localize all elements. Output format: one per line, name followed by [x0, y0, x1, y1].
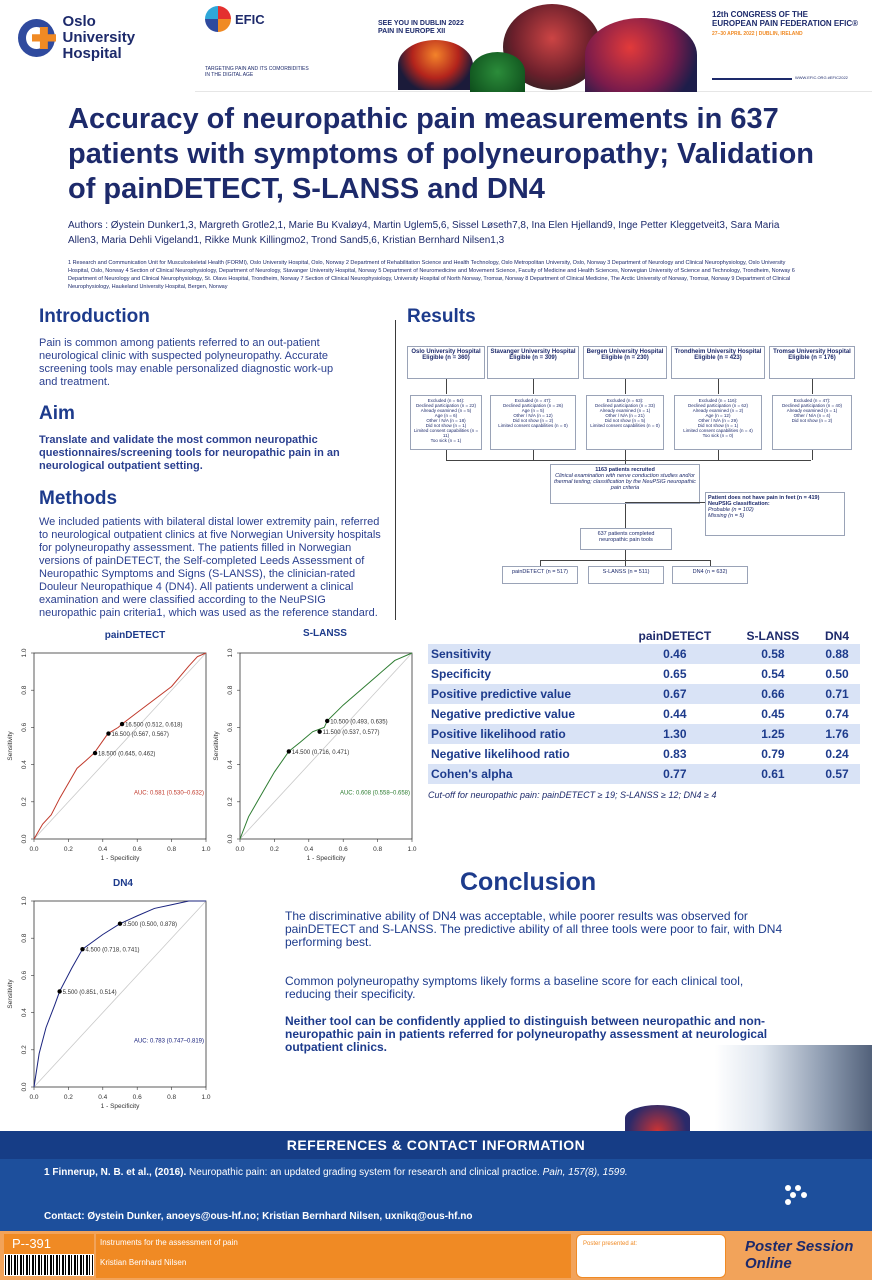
excluded-box-line: Did not show (n = 2) [791, 418, 833, 423]
y-tick-label: 0.8 [21, 685, 28, 695]
table-cell: 1.30 [618, 724, 732, 744]
excluded-box-line: Did not show (n = 1) [425, 423, 467, 428]
cutoff-label: 18.500 (0.645, 0.462) [98, 751, 156, 758]
methods-heading: Methods [39, 488, 118, 509]
authors-list: Authors : Øystein Dunker1,3, Margreth Grotle2,1, Marie Bu Kvaløy4, Martin Uglem5,6, Sissel Løseth7,8, Ina Elen Hjelland9, Inge Petter Kleggetveit3, Sara Maria Allen3, Maria Dehli Vigeland1, Rikke Munk Killingmo2, Trond Sand5,6, Kristian Bernhard Nilsen1,3 [68, 220, 780, 246]
x-tick-label: 0.8 [373, 846, 383, 853]
y-tick-label: 0.6 [227, 722, 234, 732]
excluded-box-line: Did not show (n = 2) [512, 418, 554, 423]
tool-box-slanss [588, 566, 664, 584]
x-tick-label: 0.6 [338, 846, 348, 853]
cutoff-point [120, 722, 124, 726]
excluded-box-line: Excluded (n = 64): [427, 398, 465, 403]
table-cell: 0.54 [761, 667, 785, 681]
y-axis-label: Sensitivity [213, 731, 220, 761]
excluded-box-line: Other / N/A (n = 12) [513, 413, 553, 418]
plot-title-paindetect: painDETECT [104, 630, 166, 641]
hospital-box [487, 346, 579, 379]
y-tick-label: 0.4 [21, 760, 28, 770]
hospital-box [407, 346, 485, 379]
hospital-box [671, 346, 765, 379]
table-cell: 0.61 [732, 764, 814, 784]
y-tick-label: 0.0 [21, 834, 28, 844]
flow-arrow [625, 379, 626, 394]
y-tick-label: 0.2 [21, 797, 28, 807]
y-tick-label: 0.2 [227, 797, 234, 807]
congress-web: WWW.EFIC.ORG #EFIC2022 [795, 75, 848, 80]
aim-heading: Aim [39, 403, 75, 424]
excluded-box-line: Age (n = 12) [705, 413, 731, 418]
excluded-box-line: Declined participation (n = 40) [782, 403, 842, 408]
excluded-box [674, 395, 762, 450]
table-header-paindetect: painDETECT [638, 629, 712, 643]
hospital-box-line: Eligible (n = 176) [788, 355, 836, 361]
accuracy-table [428, 628, 860, 784]
x-tick-label: 0.6 [132, 846, 142, 853]
table-cell: 0.88 [814, 644, 860, 664]
plot-title-dn4: DN4 [112, 878, 133, 889]
x-tick-label: 0.0 [29, 1094, 39, 1101]
y-tick-label: 0.2 [21, 1045, 28, 1055]
table-header-slanss: S-LANSS [746, 629, 800, 643]
efic-label: EFIC [235, 11, 265, 27]
y-tick-label: 1.0 [227, 648, 234, 658]
y-tick-label: 0.4 [21, 1008, 28, 1018]
table-row-label: Cohen's alpha [428, 764, 618, 784]
excluded-box-line: Excluded (n = 116): [698, 398, 738, 403]
table-row-label: Specificity [431, 667, 492, 681]
cutoff-point [57, 989, 61, 993]
auc-label: AUC: 0.581 (0.530–0.632) [133, 790, 204, 797]
excluded-box [410, 395, 482, 450]
hospital-box-line: Stavanger University Hospital [490, 349, 576, 355]
table-row-label: Positive predictive value [428, 684, 618, 704]
excluded-box-line: Did not show (n = 1) [697, 423, 739, 428]
table-row [428, 704, 860, 724]
affiliations: 1 Research and Communication Unit for Musculoskeletal Health (FORMI), Oslo University Hospital, Oslo, Norway 2 Department of Rehabilitation Science and Health Technology, Oslo Metropolitan University, Oslo, Norway 3 Department of Neurology and Clinical Neurophysiology, Oslo University Hospital, Oslo, Norway 4 Section of Clinical Neurophysiology, Department of Neurology, Stavanger University Hospital, Norway 5 Department of Neuromedicine and Movement Science, Faculty of Medicine and Health Sciences, Norwegian University of Science and Technology, Trondheim, Norway 6 Department of Neurology and Clinical Neurophysiology, St. Olavs Hospital, Trondheim, Norway 7 Section of Clinical Neurophysiology, University Hospital of North Norway, Tromsø, Norway 8 Department of Clinical Medicine, The Arctic University of Norway, Tromsø, Norway 9 Department of Clinical Neurophysiology, Haukeland University Hospital, Bergen, Norway [68, 260, 795, 290]
table-cell: 1.76 [814, 724, 860, 744]
y-tick-label: 0.8 [21, 933, 28, 943]
table-row [428, 724, 860, 744]
excluded-box-line: Other / N/A (n = 21) [605, 413, 645, 418]
roc-chart-dn4 [4, 893, 216, 1123]
excluded-box-line: Other / N/A (n = 18) [426, 418, 466, 423]
poster-code: P--391 [4, 1234, 94, 1254]
flow-connector [625, 502, 705, 503]
conclusion-paragraph-3: Neither tool can be confidently applied to distinguish between neuropathic and non-neuropathic pain in patients referred for polyneuropathy assessment at neurological outpatient clinics. [285, 1014, 768, 1054]
excluded-box-line: Age (n = 6) [434, 413, 458, 418]
x-tick-label: 1.0 [407, 846, 417, 853]
flow-arrow [718, 450, 719, 460]
table-row [428, 644, 860, 664]
cutoff-label: 5.500 (0.851, 0.514) [62, 989, 117, 996]
hospital-box-line: Eligible (n = 360) [422, 355, 470, 361]
cutoff-label: 3.500 (0.500, 0.878) [123, 922, 178, 929]
tool-box-paindetect [502, 566, 578, 584]
flow-arrow [533, 450, 534, 460]
congress-tagline: TARGETING PAIN AND ITS COMORBIDITIES IN THE DIGITAL AGE [205, 66, 309, 78]
excluded-box-line: Already examined (n = 1) [786, 408, 838, 413]
completed-box-line: 637 patients completed [597, 531, 655, 537]
reference-diagonal [34, 901, 206, 1087]
poster-session-info [96, 1234, 571, 1278]
excluded-box-line: Declined participation (n = 62) [688, 403, 748, 408]
excluded-box-line: Excluded (n = 47): [793, 398, 831, 403]
reference-diagonal [34, 653, 206, 839]
flow-arrow [625, 504, 626, 528]
poster-session: Instruments for the assessment of pain [100, 1238, 238, 1247]
flow-arrow [533, 379, 534, 394]
footer-orb-cells [625, 1105, 690, 1131]
excluded-box-line: Already examined (n = 1) [599, 408, 651, 413]
recruited-box-line: 1163 patients recruited [595, 467, 655, 473]
cutoff-label: 16.500 (0.567, 0.567) [111, 732, 169, 739]
poster-title: Accuracy of neuropathic pain measurements in 637 patients with symptoms of polyneuropathy; Validation of painDETECT, S-LANSS and DN4 [68, 103, 815, 205]
flow-arrow [446, 450, 447, 460]
completed-box-line: neuropathic pain tools [599, 537, 653, 543]
table-row-label: Negative predictive value [431, 707, 576, 721]
excluded-box-line: Already examined (n = 5) [420, 408, 472, 413]
table-row-label: Sensitivity [428, 644, 618, 664]
recruited-box [550, 464, 700, 504]
completed-box [580, 528, 672, 550]
auc-label: AUC: 0.608 (0.558–0.658) [339, 790, 410, 797]
table-cell: 0.58 [732, 644, 814, 664]
hospital-box-line: Eligible (n = 423) [694, 355, 742, 361]
dots-logo-icon [780, 1180, 810, 1210]
accuracy-table-wrapper [428, 628, 860, 800]
excluded-box-line: Declined participation (n = 33) [595, 403, 655, 408]
poster-author: Kristian Bernhard Nilsen [100, 1258, 187, 1267]
table-cell: 0.46 [618, 644, 732, 664]
congress-line2: EUROPEAN PAIN FEDERATION EFIC® [712, 19, 859, 28]
excluded-box [490, 395, 576, 450]
table-row-label: Negative likelihood ratio [431, 747, 570, 761]
table-header-empty [428, 628, 618, 644]
x-tick-label: 0.8 [167, 846, 177, 853]
cutoff-label: 11.500 (0.537, 0.577) [322, 730, 380, 737]
table-cell: 0.50 [825, 667, 849, 681]
hospital-box [583, 346, 667, 379]
flow-arrow [625, 550, 626, 560]
excluded-box [772, 395, 852, 450]
x-tick-label: 0.4 [98, 846, 108, 853]
cutoff-label: 4.500 (0.718, 0.741) [85, 947, 140, 954]
table-cell: 0.57 [814, 764, 860, 784]
table-cell: 1.25 [732, 724, 814, 744]
hospital-box-line: Oslo University Hospital [411, 349, 481, 355]
x-tick-label: 1.0 [201, 846, 211, 853]
excluded-box-line: Too sick (n = 1) [430, 438, 462, 443]
table-cell: 0.24 [825, 747, 849, 761]
flow-arrow [625, 450, 626, 460]
y-axis-label: Sensitivity [7, 979, 14, 1009]
table-row-label: Positive likelihood ratio [428, 724, 618, 744]
table-cell: 0.44 [663, 707, 687, 721]
excluded-box [586, 395, 664, 450]
reference-1-text: Neuropathic pain: an updated grading system for research and clinical practice. [189, 1167, 540, 1178]
no-pain-box-line: NeuPSIG classification: [708, 501, 770, 507]
x-axis-label: 1 - Specificity [306, 855, 346, 862]
table-cell: 0.45 [761, 707, 785, 721]
x-axis-label: 1 - Specificity [100, 1103, 140, 1110]
cutoff-label: 14.500 (0.716, 0.471) [291, 749, 350, 756]
y-tick-label: 0.4 [227, 760, 234, 770]
hospital-box-line: Eligible (n = 230) [601, 355, 649, 361]
x-tick-label: 0.0 [235, 846, 245, 853]
cutoff-label: 16.500 (0.512, 0.618) [125, 722, 183, 729]
congress-line1: 12th CONGRESS OF THE [712, 10, 809, 19]
presented-at-box [576, 1234, 726, 1278]
hospital-box-line: Bergen University Hospital [586, 349, 664, 355]
hospital-box-line: Trondheim University Hospital [674, 349, 762, 355]
no-pain-box [705, 492, 845, 536]
dublin-line2: PAIN IN EUROPE XII [378, 28, 446, 35]
references-heading: REFERENCES & CONTACT INFORMATION [0, 1131, 872, 1159]
reference-1 [44, 1167, 628, 1178]
excluded-box-line: Already examined (n = 2) [692, 408, 744, 413]
cutoff-label: 10.500 (0.493, 0.635) [330, 719, 388, 726]
excluded-box-line: Too sick (n = 0) [702, 433, 734, 438]
reference-1-authors: Finnerup, N. B. et al., (2016). [52, 1167, 187, 1178]
conclusion-paragraph-2: Common polyneuropathy symptoms likely forms a baseline score for each clinical tool, reducing their specificity. [285, 974, 744, 1001]
dublin-line1: SEE YOU IN DUBLIN 2022 [378, 20, 464, 27]
introduction-heading: Introduction [39, 306, 150, 327]
hospital-name-line1: Oslo [62, 13, 96, 30]
cutoff-point [106, 731, 110, 735]
introduction-text: Pain is common among patients referred to an out-patient neurological clinic with suspected polyneuropathy. Accurate screening tools may enable personalized diagnostic work-up and treatment. [39, 337, 334, 388]
auc-label: AUC: 0.783 (0.747–0.819) [133, 1038, 204, 1045]
footer-city-image [715, 1045, 872, 1131]
x-axis-label: 1 - Specificity [100, 855, 140, 862]
excluded-box-line: Other / N/A (n = 29) [698, 418, 738, 423]
table-cell: 0.65 [663, 667, 687, 681]
methods-text: We included patients with bilateral distal lower extremity pain, referred to neurological outpatient clinics at five Norwegian University hospitals for polyneuropathy assessment. The patients filled in Norwegian versions of painDETECT, the Self-completed Leeds Assessment of Neuropathic Symptoms and Signs (S-LANSS), the clinician-rated Douleur Neuropathique 4 (DN4). All patients underwent a clinical examination and were classified according to the NeuPSIG neuropathic pain criteria1, which was used as the reference standard. [39, 516, 381, 619]
y-axis-label: Sensitivity [7, 731, 14, 761]
table-row [428, 684, 860, 704]
y-tick-label: 0.6 [21, 970, 28, 980]
cutoff-point [93, 751, 97, 755]
x-tick-label: 0.0 [29, 846, 39, 853]
excluded-box-line: Limited consent capabilities (n = 0) [498, 423, 568, 428]
table-cell: 0.77 [618, 764, 732, 784]
excluded-box-line: Declined participation (n = 22) [416, 403, 476, 408]
table-cell: 0.71 [814, 684, 860, 704]
tool-box-dn4-line: DN4 (n = 632) [692, 569, 728, 575]
table-cell: 0.83 [663, 747, 687, 761]
barcode-graphic [4, 1254, 94, 1276]
x-tick-label: 0.4 [98, 1094, 108, 1101]
cutoff-point [325, 719, 329, 723]
roc-chart-slanss [210, 645, 422, 875]
recruited-box-line: Clinical examination with nerve conduction studies and/or thermal testing; classification by the NeuPSIG neuropathic pain criteria [554, 473, 696, 491]
table-row [428, 664, 860, 684]
hospital-name-line2: University Hospital [62, 29, 136, 62]
y-tick-label: 0.0 [21, 1082, 28, 1092]
excluded-box-line: Excluded (n = 47): [514, 398, 552, 403]
cutoff-note: Cut-off for neuropathic pain: painDETECT ≥ 19; S-LANSS ≥ 12; DN4 ≥ 4 [428, 790, 717, 800]
flow-arrow [812, 379, 813, 394]
excluded-box-line: Age (n = 5) [521, 408, 545, 413]
table-header-dn4: DN4 [825, 629, 850, 643]
excluded-box-line: Did not show (n = 5) [604, 418, 646, 423]
congress-dates: 27–30 APRIL 2022 | DUBLIN, IRELAND [712, 31, 803, 37]
roc-chart-paindetect [4, 645, 216, 875]
x-tick-label: 0.2 [269, 846, 279, 853]
cutoff-point [317, 729, 321, 733]
x-tick-label: 0.8 [167, 1094, 177, 1101]
reference-1-journal: Pain, 157(8), 1599. [542, 1167, 628, 1178]
table-cell: 0.67 [618, 684, 732, 704]
x-tick-label: 0.2 [63, 846, 73, 853]
y-tick-label: 0.6 [21, 722, 28, 732]
x-tick-label: 0.4 [304, 846, 314, 853]
conclusion-paragraph-1: The discriminative ability of DN4 was acceptable, while poorer results was observed for painDETECT and S-LANSS. The predictive ability of all three tools were poor to fair, with DN4 performing best. [285, 909, 783, 949]
no-pain-box-line: Patient does not have pain in feet (n = 419) [708, 495, 820, 501]
tool-box-paindetect-line: painDETECT (n = 517) [512, 569, 568, 575]
cutoff-point [118, 921, 122, 925]
no-pain-box-line: Missing (n = 5) [708, 513, 745, 519]
plot-title-slanss: S-LANSS [303, 628, 347, 639]
conclusion-heading: Conclusion [460, 868, 597, 896]
x-tick-label: 0.6 [132, 1094, 142, 1101]
excluded-box-line: Declined participation (n = 26) [503, 403, 563, 408]
y-tick-label: 0.0 [227, 834, 234, 844]
flow-arrow [446, 379, 447, 394]
excluded-box-line: Limited consent capabilities (n = 4) [683, 428, 753, 433]
no-pain-box-line: Probable (n = 102) [708, 507, 754, 513]
excluded-box-line: Excluded (n = 63): [606, 398, 644, 403]
reference-1-number: 1 [44, 1167, 50, 1178]
x-tick-label: 1.0 [201, 1094, 211, 1101]
excluded-box-line: Other / N/A (n = 4) [793, 413, 831, 418]
flow-arrow [718, 379, 719, 394]
hospital-box-line: Eligible (n = 309) [509, 355, 557, 361]
excluded-box-line: Limited consent capabilities (n = 11) [413, 428, 479, 438]
flow-arrow [812, 450, 813, 460]
tool-box-slanss-line: S-LANSS (n = 511) [602, 569, 650, 575]
aim-text: Translate and validate the most common neuropathic questionnaires/screening tools for neuropathic pain in an neurological outpatient setting. [39, 434, 340, 472]
presented-at-label: Poster presented at: [583, 1241, 638, 1247]
table-header-row [428, 628, 860, 644]
cutoff-point [80, 947, 84, 951]
contact-info: Contact: Øystein Dunker, anoeys@ous-hf.no; Kristian Bernhard Nilsen, uxnikq@ous-hf.no [44, 1211, 473, 1222]
tool-box-dn4 [672, 566, 748, 584]
flowchart [0, 0, 872, 620]
x-tick-label: 0.2 [63, 1094, 73, 1101]
y-tick-label: 1.0 [21, 648, 28, 658]
results-heading: Results [407, 306, 476, 327]
reference-diagonal [240, 653, 412, 839]
table-cell: 0.79 [761, 747, 785, 761]
table-row [428, 744, 860, 764]
excluded-box-line: Limited consent capabilities (n = 0) [590, 423, 660, 428]
y-tick-label: 1.0 [21, 896, 28, 906]
table-cell: 0.74 [825, 707, 849, 721]
poster-session-online-logo: Poster Session Online [745, 1238, 854, 1272]
table-row [428, 764, 860, 784]
hospital-box-line: Tromsø University Hospital [773, 349, 851, 355]
cutoff-point [287, 749, 291, 753]
y-tick-label: 0.8 [227, 685, 234, 695]
flow-connector [446, 460, 811, 461]
hospital-box [769, 346, 855, 379]
table-cell: 0.66 [732, 684, 814, 704]
